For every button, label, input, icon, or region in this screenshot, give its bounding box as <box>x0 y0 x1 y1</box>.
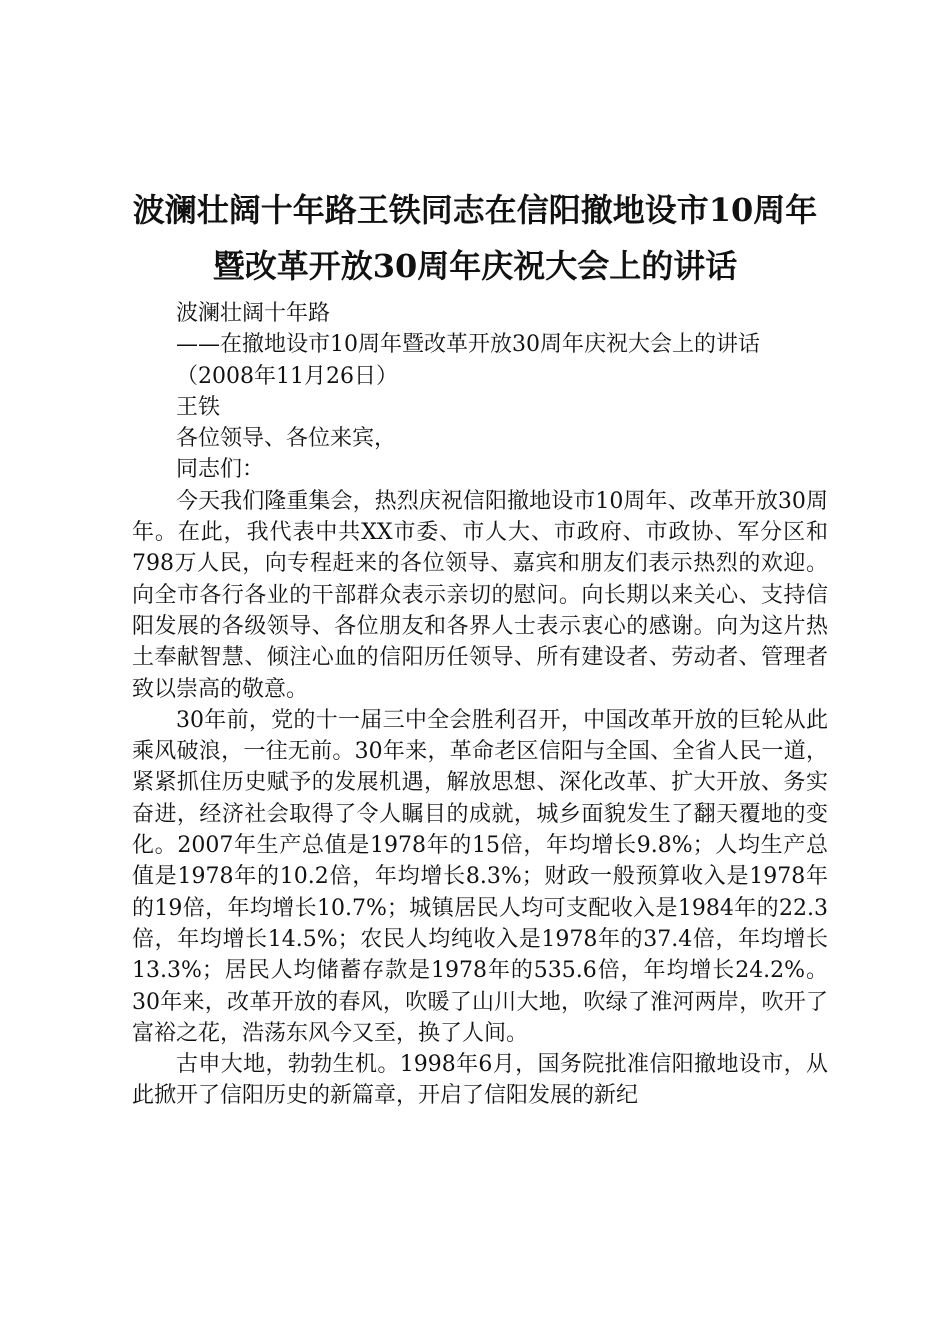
body-paragraph: 古申大地，勃勃生机。1998年6月，国务院批准信阳撤地设市，从此掀开了信阳历史的新篇章，开启了信阳发展的新纪 <box>132 1052 828 1109</box>
document-body <box>132 298 828 1112</box>
speech-subheading: ——在撤地设市10周年暨改革开放30周年庆祝大会上的讲话 <box>176 332 760 358</box>
speech-heading: 波澜壮阔十年路 <box>176 301 331 326</box>
speech-date: （2008年11月26日） <box>176 363 398 389</box>
document-title: 波澜壮阔十年路王铁同志在信阳撤地设市10周年暨改革开放30周年庆祝大会上的讲话 <box>132 191 818 285</box>
speaker-name: 王铁 <box>176 394 221 420</box>
salutation: 各位领导、各位来宾， <box>176 426 397 452</box>
salutation: 同志们： <box>176 457 265 483</box>
body-paragraph: 今天我们隆重集会，热烈庆祝信阳撤地设市10周年、改革开放30周年。在此，我代表中共XX市委、市人大、市政府、市政协、军分区和798万人民，向专程赶来的各位领导、嘉宾和朋友们表示热烈的欢迎。向全市各行各业的干部群众表示亲切的慰问。向长期以来关心、支持信阳发展的各级领导、各位朋友和各界人士表示衷心的感谢。向为这片热土奉献智慧、倾注心血的信阳历任领导、所有建设者、劳动者、管理者致以崇高的敬意。 <box>132 488 828 702</box>
body-paragraph: 30年前，党的十一届三中全会胜利召开，中国改革开放的巨轮从此乘风破浪，一往无前。30年来，革命老区信阳与全国、全省人民一道，紧紧抓住历史赋予的发展机遇，解放思想、深化改革、扩大开放、务实奋进，经济社会取得了令人瞩目的成就，城乡面貌发生了翻天覆地的变化。2007年生产总值是1978年的15倍，年均增长9.8%；人均生产总值是1978年的10.2倍，年均增长8.3%；财政一般预算收入是1978年的19倍，年均增长10.7%；城镇居民人均可支配收入是1984年的22.3倍，年均增长14.5%；农民人均纯收入是1978年的37.4倍，年均增长13.3%；居民人均储蓄存款是1978年的535.6倍，年均增长24.2%。30年来，改革开放的春风，吹暖了山川大地，吹绿了淮河两岸，吹开了富裕之花，浩荡东风今又至，换了人间。 <box>132 707 828 1046</box>
